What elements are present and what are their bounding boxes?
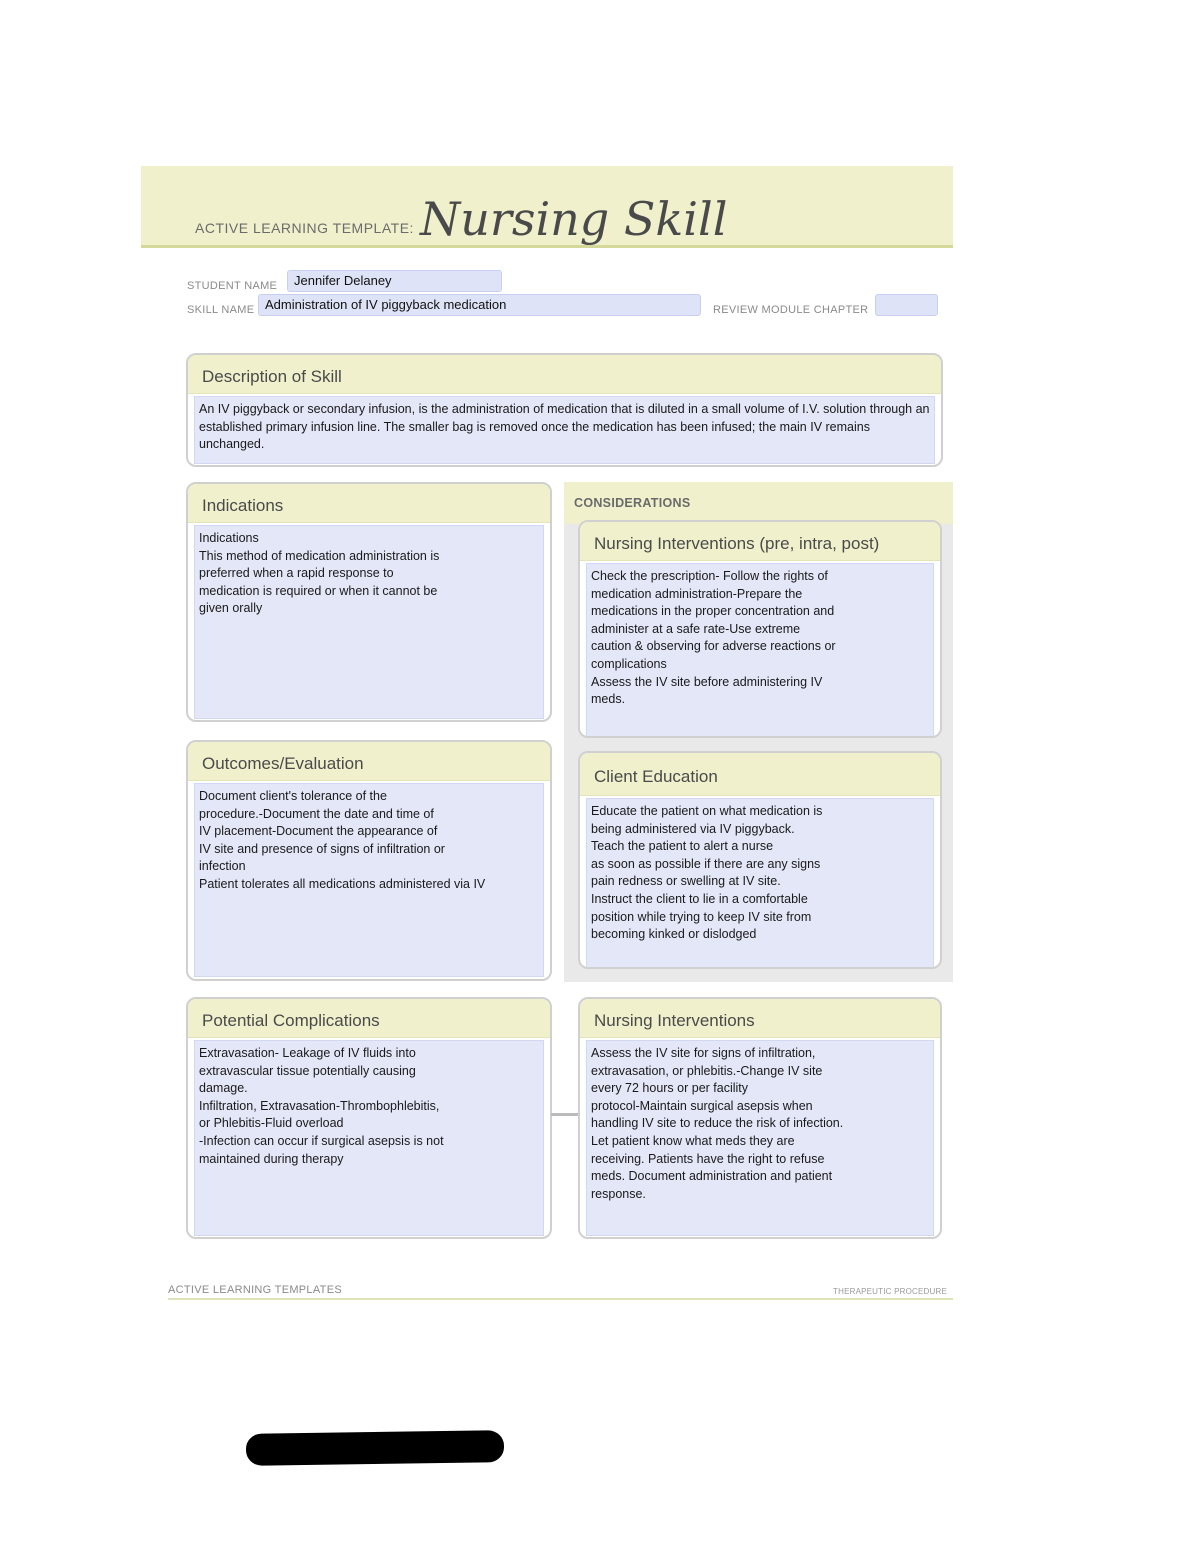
interventions-card (578, 997, 942, 1239)
complications-text[interactable]: Extravasation- Leakage of IV fluids into extravascular tissue potentially causing damage. Infiltration, Extravasation-Thrombophlebitis, or Phlebitis-Fluid overload -Infection can occur if surgical asepsis is not maintained during therapy (194, 1040, 544, 1236)
description-card (186, 353, 943, 467)
complications-card (186, 997, 552, 1239)
complications-heading: Potential Complications (188, 999, 550, 1038)
outcomes-card (186, 740, 552, 981)
interventions-heading: Nursing Interventions (580, 999, 940, 1038)
footer-right-label: THERAPEUTIC PROCEDURE (833, 1287, 947, 1296)
interventions-pre-heading: Nursing Interventions (pre, intra, post) (580, 522, 940, 561)
client-education-heading: Client Education (580, 753, 940, 796)
page-title: Nursing Skill (420, 192, 728, 246)
considerations-heading: CONSIDERATIONS (564, 482, 953, 524)
indications-heading: Indications (188, 484, 550, 523)
outcomes-heading: Outcomes/Evaluation (188, 742, 550, 781)
interventions-pre-card (578, 520, 942, 738)
description-heading: Description of Skill (188, 355, 941, 394)
client-education-text[interactable]: Educate the patient on what medication is being administered via IV piggyback. Teach the patient to alert a nurse as soon as possible if there are any signs pain redness or swelling at IV site. Instruct the client to lie in a comfortable position while trying to keep IV site from becoming kinked or dislodged (586, 798, 934, 968)
student-name-field[interactable]: Jennifer Delaney (287, 270, 502, 292)
outcomes-text[interactable]: Document client's tolerance of the procedure.-Document the date and time of IV placement-Document the appearance of IV site and presence of signs of infiltration or infection Patient tolerates all medications administered via IV (194, 783, 544, 977)
review-module-label: REVIEW MODULE CHAPTER (713, 304, 869, 316)
connector-line (551, 1113, 579, 1116)
interventions-pre-text[interactable]: Check the prescription- Follow the rights of medication administration-Prepare the medications in the proper concentration and administer at a safe rate-Use extreme caution & observing for adverse reactions or complications Assess the IV site before administering IV meds. (586, 563, 934, 737)
footer-divider (168, 1298, 953, 1300)
template-label: ACTIVE LEARNING TEMPLATE: (195, 220, 414, 236)
skill-name-label: SKILL NAME (187, 304, 255, 316)
client-education-card (578, 751, 942, 969)
description-text[interactable]: An IV piggyback or secondary infusion, is the administration of medication that is diluted in a small volume of I.V. solution through an established primary infusion line. The smaller bag is removed once the medication has been infused; the main IV remains unchanged. (194, 396, 935, 464)
redaction-mark (246, 1430, 504, 1466)
footer-left-label: ACTIVE LEARNING TEMPLATES (168, 1284, 342, 1296)
student-name-label: STUDENT NAME (187, 280, 278, 292)
interventions-text[interactable]: Assess the IV site for signs of infiltration, extravasation, or phlebitis.-Change IV site every 72 hours or per facility protocol-Maintain surgical asepsis when handling IV site to reduce the risk of infection. Let patient know what meds they are receiving. Patients have the right to refuse meds. Document administration and patient response. (586, 1040, 934, 1236)
review-module-field[interactable] (875, 294, 938, 316)
skill-name-field[interactable]: Administration of IV piggyback medication (258, 294, 701, 316)
indications-card (186, 482, 552, 722)
indications-text[interactable]: Indications This method of medication administration is preferred when a rapid response to medication is required or when it cannot be given orally (194, 525, 544, 719)
